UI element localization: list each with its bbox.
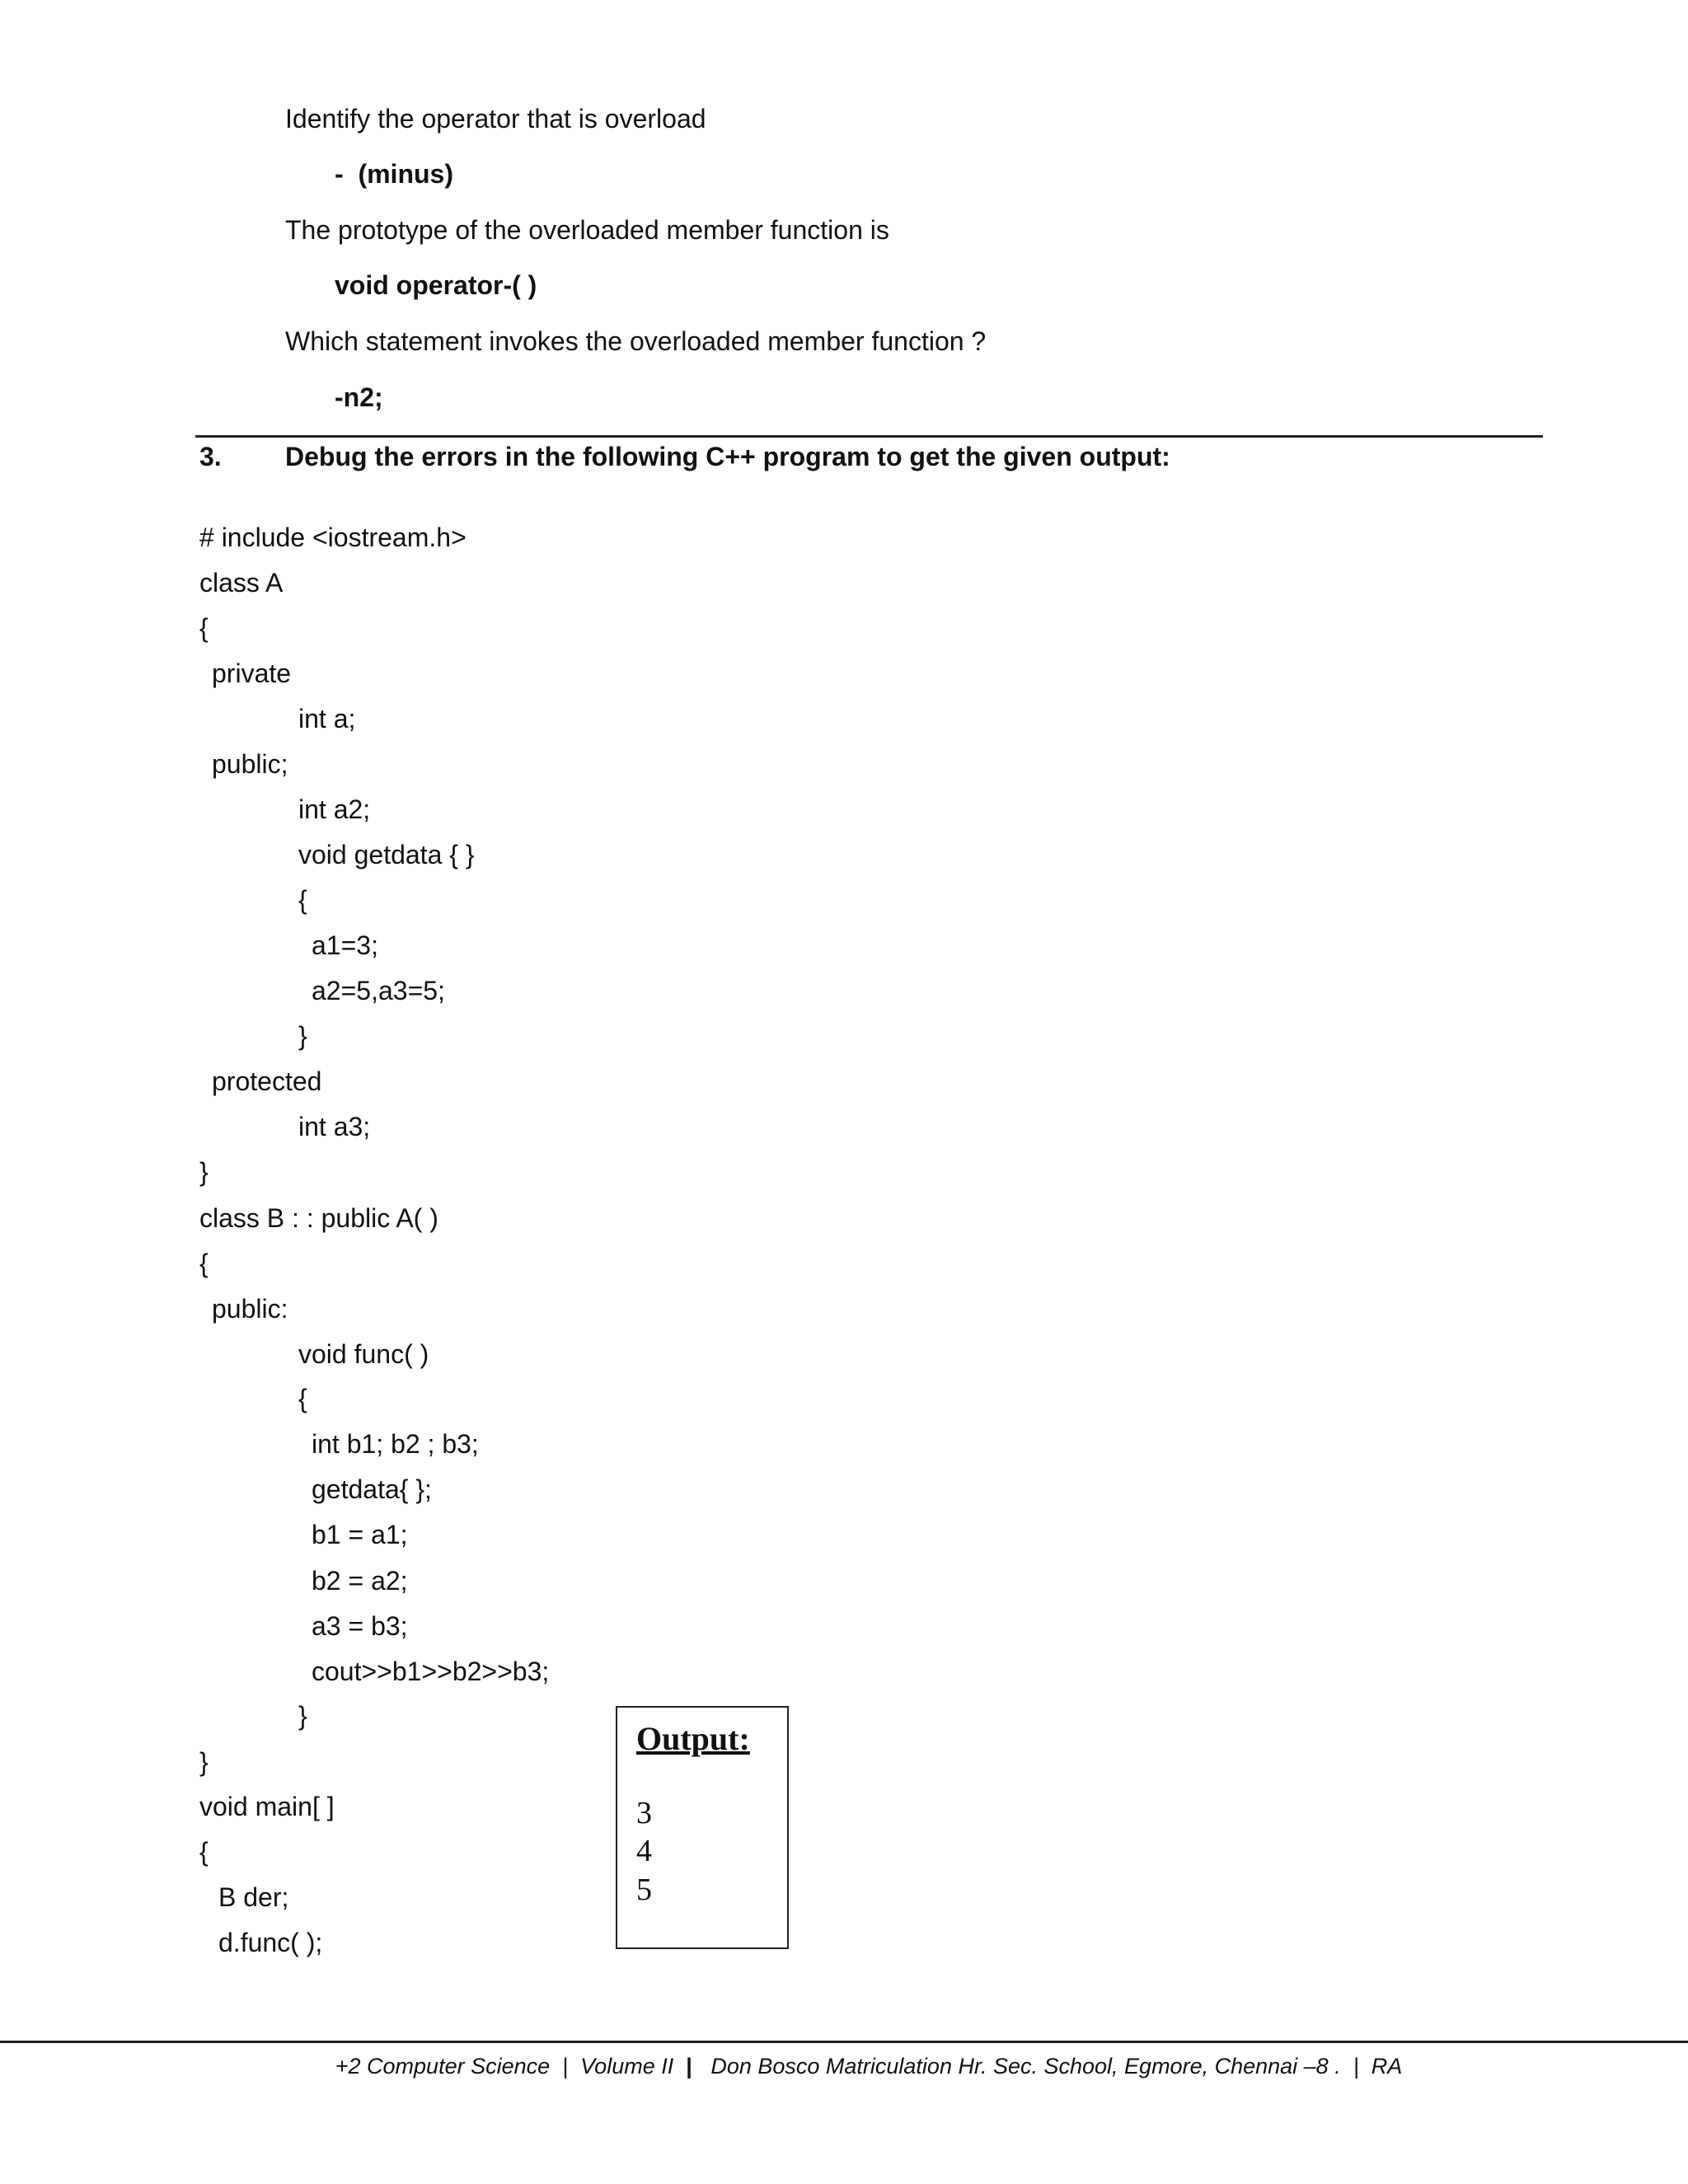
- question-text: Identify the operator that is overload: [285, 104, 706, 134]
- footer-school: Don Bosco Matriculation Hr. Sec. School, Egmore, Chennai –8 .: [710, 2054, 1341, 2079]
- code-line: # include <iostream.h>: [199, 523, 467, 552]
- code-line: a3 = b3;: [312, 1611, 408, 1641]
- code-line: {: [298, 1384, 307, 1413]
- code-line: public:: [212, 1294, 288, 1324]
- question-text: The prototype of the overloaded member function is: [285, 215, 889, 245]
- output-value: 5: [636, 1872, 652, 1907]
- code-line: }: [298, 1021, 307, 1051]
- code-line: a1=3;: [312, 930, 378, 960]
- question-text: Which statement invokes the overloaded member function ?: [285, 326, 987, 356]
- output-label: Output:: [636, 1720, 750, 1757]
- answer-text: -n2;: [335, 382, 383, 412]
- code-line: int a3;: [298, 1112, 371, 1141]
- output-value: 4: [636, 1834, 652, 1868]
- code-line: public;: [212, 749, 288, 779]
- question-number: 3.: [199, 442, 222, 471]
- code-line: d.func( );: [218, 1928, 323, 1957]
- code-line: int b1; b2 ; b3;: [312, 1429, 479, 1459]
- code-line: private: [212, 658, 292, 688]
- page-footer: +2 Computer Science | Volume II | Don Bosco Matriculation Hr. Sec. School, Egmore, Chennai –8 . | RA: [335, 2054, 1403, 2079]
- code-line: cout>>b1>>b2>>b3;: [312, 1657, 550, 1686]
- code-line: int a;: [298, 704, 356, 733]
- code-line: }: [199, 1157, 209, 1187]
- code-line: {: [199, 1837, 209, 1867]
- code-line: {: [199, 613, 209, 643]
- code-line: void getdata { }: [298, 840, 475, 869]
- answer-text: void operator-( ): [335, 270, 537, 300]
- code-line: {: [199, 1249, 209, 1278]
- code-line: B der;: [218, 1882, 289, 1912]
- divider: [195, 435, 1543, 438]
- answer-text: - (minus): [335, 159, 453, 189]
- code-line: }: [199, 1747, 209, 1777]
- code-line: protected: [212, 1066, 322, 1096]
- code-line: getdata{ };: [312, 1474, 432, 1504]
- code-line: {: [298, 885, 307, 915]
- code-line: b1 = a1;: [312, 1520, 408, 1549]
- question-title: Debug the errors in the following C++ program to get the given output:: [285, 442, 1170, 471]
- output-value: 3: [636, 1796, 652, 1830]
- code-line: b2 = a2;: [312, 1566, 408, 1596]
- code-line: void main[ ]: [199, 1792, 335, 1821]
- code-line: class A: [199, 568, 284, 598]
- code-line: a2=5,a3=5;: [312, 976, 445, 1005]
- footer-volume: Volume II: [580, 2054, 674, 2079]
- code-line: }: [298, 1701, 307, 1731]
- code-line: class B : : public A( ): [199, 1203, 438, 1233]
- code-line: void func( ): [298, 1339, 429, 1369]
- footer-divider: [0, 2041, 1688, 2043]
- code-line: int a2;: [298, 794, 371, 824]
- footer-initials: RA: [1371, 2054, 1403, 2079]
- footer-course: +2 Computer Science: [335, 2054, 551, 2079]
